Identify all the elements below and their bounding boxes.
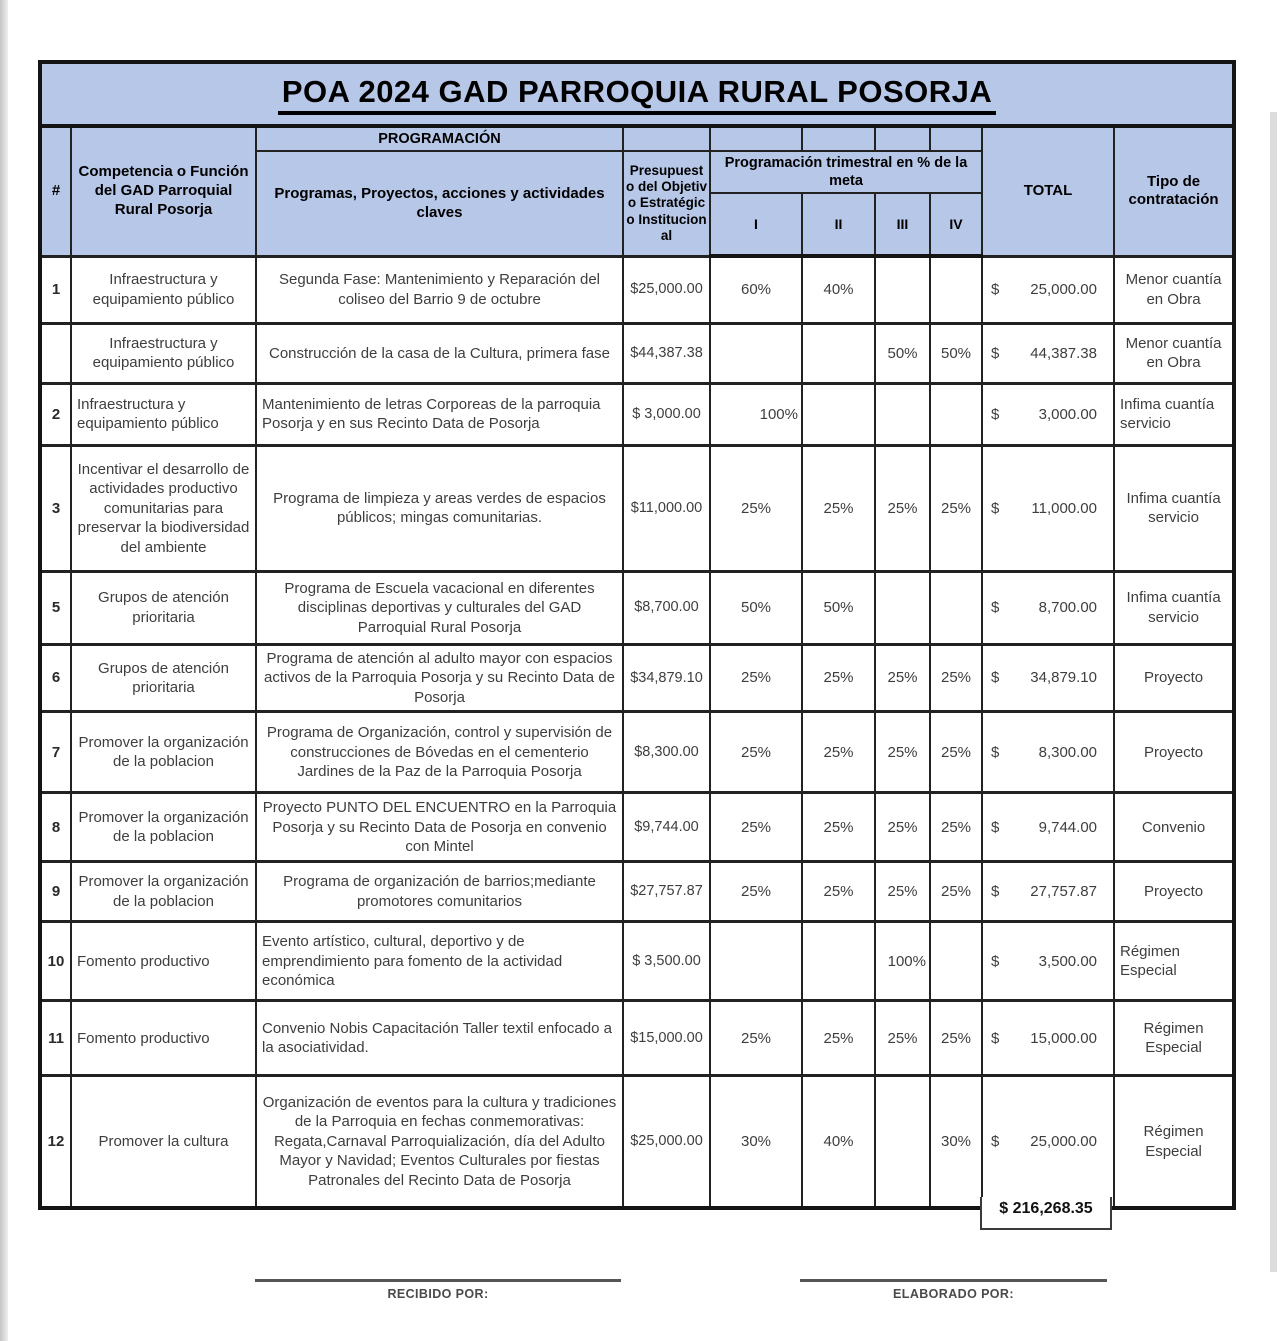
cell-q2: 50% [802, 571, 875, 644]
recibido-signature-line [255, 1279, 621, 1282]
cell-q1: 60% [710, 256, 802, 323]
cell-q1 [710, 922, 802, 1001]
cell-q4: 25% [930, 793, 982, 862]
total-amount: 25,000.00 [1030, 1132, 1097, 1150]
cell-q1 [710, 323, 802, 383]
cell-q4 [930, 571, 982, 644]
cell-tipo: Menor cuantía en Obra [1114, 323, 1234, 383]
col-header-tipo: Tipo de contratación [1114, 126, 1234, 256]
cell-programa: Programa de Organización, control y supervisión de construcciones de Bóvedas en el cementerio Jardines de la Paz de la Parroquia Posorja [256, 712, 623, 793]
table-row [40, 862, 1234, 922]
cell-programa: Programa de organización de barrios;mediante promotores comunitarios [256, 862, 623, 922]
cell-q3: 25% [875, 1001, 930, 1076]
poa-table [38, 60, 1236, 1210]
cell-competencia: Fomento productivo [71, 922, 256, 1001]
cell-programa: Convenio Nobis Capacitación Taller textil enfocado a la asociatividad. [256, 1001, 623, 1076]
elaborado-signature-block [800, 1279, 1107, 1301]
cell-programa: Mantenimiento de letras Corporeas de la parroquia Posorja y en sus Recinto Data de Posorja [256, 383, 623, 445]
cell-competencia: Incentivar el desarrollo de actividades productivo comunitarias para preservar la biodiversidad del ambiente [71, 445, 256, 571]
cell-q1: 100% [710, 383, 802, 445]
col-header-trimestral: Programación trimestral en % de la meta [710, 151, 982, 193]
recibido-signature-block [255, 1279, 621, 1301]
cell-q1: 25% [710, 712, 802, 793]
total-currency: $ [991, 499, 1000, 517]
cell-competencia: Promover la cultura [71, 1076, 256, 1208]
cell-q4: 25% [930, 445, 982, 571]
cell-tipo: Régimen Especial [1114, 1001, 1234, 1076]
cell-programa: Evento artístico, cultural, deportivo y de emprendimiento para fomento de la actividad económica [256, 922, 623, 1001]
cell-competencia: Grupos de atención prioritaria [71, 571, 256, 644]
table-row [40, 793, 1234, 862]
scan-edge-left [0, 0, 8, 1341]
cell-num: 8 [40, 793, 71, 862]
total-currency: $ [991, 1029, 1000, 1047]
cell-q4: 50% [930, 323, 982, 383]
total-amount: 9,744.00 [1038, 818, 1097, 836]
header-spacer-q2 [802, 126, 875, 151]
header-spacer-q4 [930, 126, 982, 151]
cell-num: 12 [40, 1076, 71, 1208]
cell-num: 6 [40, 644, 71, 712]
col-header-competencia: Competencia o Función del GAD Parroquial Rural Posorja [71, 126, 256, 256]
cell-presupuesto: $9,744.00 [623, 793, 710, 862]
table-row [40, 445, 1234, 571]
document-title: POA 2024 GAD PARROQUIA RURAL POSORJA [278, 74, 996, 115]
cell-q2: 25% [802, 1001, 875, 1076]
cell-q3: 25% [875, 644, 930, 712]
total-amount: 3,500.00 [1038, 952, 1097, 970]
cell-q4: 25% [930, 712, 982, 793]
total-amount: 8,700.00 [1038, 599, 1097, 617]
cell-tipo: Régimen Especial [1114, 1076, 1234, 1208]
header-spacer-presupuesto [623, 126, 710, 151]
cell-programa: Programa de Escuela vacacional en diferentes disciplinas deportivas y culturales del GAD Parroquial Rural Posorja [256, 571, 623, 644]
cell-presupuesto: $8,300.00 [623, 712, 710, 793]
grand-total-box: $ 216,268.35 [980, 1197, 1112, 1230]
cell-q4: 25% [930, 862, 982, 922]
cell-programa: Construcción de la casa de la Cultura, primera fase [256, 323, 623, 383]
cell-tipo: Proyecto [1114, 644, 1234, 712]
cell-q4 [930, 922, 982, 1001]
cell-total [982, 644, 1114, 712]
cell-presupuesto: $15,000.00 [623, 1001, 710, 1076]
cell-num: 10 [40, 922, 71, 1001]
cell-q3: 25% [875, 793, 930, 862]
total-currency: $ [991, 599, 1000, 617]
cell-q3 [875, 383, 930, 445]
table-row [40, 571, 1234, 644]
col-header-programacion: PROGRAMACIÓN [256, 126, 623, 151]
total-currency: $ [991, 952, 1000, 970]
recibido-label: RECIBIDO POR: [387, 1287, 489, 1301]
cell-q2 [802, 922, 875, 1001]
cell-q3: 25% [875, 862, 930, 922]
title-row [40, 62, 1234, 126]
table-row [40, 922, 1234, 1001]
total-currency: $ [991, 344, 1000, 362]
table-row [40, 383, 1234, 445]
total-currency: $ [991, 818, 1000, 836]
col-header-quarter-4: IV [930, 193, 982, 256]
cell-total [982, 1001, 1114, 1076]
cell-presupuesto: $34,879.10 [623, 644, 710, 712]
cell-q2 [802, 323, 875, 383]
total-amount: 44,387.38 [1030, 344, 1097, 362]
cell-q1: 25% [710, 862, 802, 922]
col-header-quarter-3: III [875, 193, 930, 256]
cell-num [40, 323, 71, 383]
col-header-presupuesto: Presupuesto del Objetivo Estratégico Institucional [623, 151, 710, 256]
cell-programa: Programa de atención al adulto mayor con espacios activos de la Parroquia Posorja y su Recinto Data de Posorja [256, 644, 623, 712]
table-row [40, 712, 1234, 793]
cell-presupuesto: $27,757.87 [623, 862, 710, 922]
scan-edge-right [1270, 112, 1277, 1272]
cell-q2: 25% [802, 862, 875, 922]
table-row [40, 323, 1234, 383]
cell-tipo: Convenio [1114, 793, 1234, 862]
cell-q3: 100% [875, 922, 930, 1001]
col-header-quarter-1: I [710, 193, 802, 256]
cell-competencia: Promover la organización de la poblacion [71, 862, 256, 922]
cell-competencia: Infraestructura y equipamiento público [71, 383, 256, 445]
cell-tipo: Proyecto [1114, 712, 1234, 793]
cell-presupuesto: $ 3,500.00 [623, 922, 710, 1001]
cell-tipo: Infima cuantía servicio [1114, 383, 1234, 445]
cell-q2: 25% [802, 712, 875, 793]
cell-presupuesto: $25,000.00 [623, 256, 710, 323]
cell-q2: 25% [802, 793, 875, 862]
total-currency: $ [991, 1132, 1000, 1150]
cell-tipo: Proyecto [1114, 862, 1234, 922]
header-row-strip [40, 126, 1234, 151]
cell-presupuesto: $44,387.38 [623, 323, 710, 383]
cell-total [982, 383, 1114, 445]
cell-programa: Proyecto PUNTO DEL ENCUENTRO en la Parroquia Posorja y su Recinto Data de Posorja en convenio con Mintel [256, 793, 623, 862]
cell-total [982, 256, 1114, 323]
total-amount: 27,757.87 [1030, 883, 1097, 901]
table-row [40, 1076, 1234, 1208]
header-spacer-q3 [875, 126, 930, 151]
cell-q3 [875, 1076, 930, 1208]
cell-total [982, 712, 1114, 793]
cell-q1: 25% [710, 644, 802, 712]
cell-q4: 30% [930, 1076, 982, 1208]
table-row [40, 256, 1234, 323]
document-title-cell [40, 62, 1234, 126]
cell-total [982, 862, 1114, 922]
cell-q1: 25% [710, 793, 802, 862]
cell-q1: 25% [710, 445, 802, 571]
cell-num: 7 [40, 712, 71, 793]
cell-tipo: Infima cuantía servicio [1114, 445, 1234, 571]
cell-programa: Programa de limpieza y areas verdes de espacios públicos; mingas comunitarias. [256, 445, 623, 571]
elaborado-signature-line [800, 1279, 1107, 1282]
cell-tipo: Régimen Especial [1114, 922, 1234, 1001]
cell-q1: 30% [710, 1076, 802, 1208]
header-spacer-q1 [710, 126, 802, 151]
cell-q3 [875, 256, 930, 323]
total-currency: $ [991, 743, 1000, 761]
cell-presupuesto: $11,000.00 [623, 445, 710, 571]
cell-programa: Organización de eventos para la cultura y tradiciones de la Parroquia en fechas conmemorativas: Regata,Carnaval Parroquialización, día del Adulto Mayor y Navidad; Eventos Culturales por fiestas Patronales del Recinto Data de Posorja [256, 1076, 623, 1208]
cell-num: 5 [40, 571, 71, 644]
cell-q3: 25% [875, 445, 930, 571]
elaborado-label: ELABORADO POR: [893, 1287, 1014, 1301]
cell-presupuesto: $ 3,000.00 [623, 383, 710, 445]
cell-presupuesto: $25,000.00 [623, 1076, 710, 1208]
cell-competencia: Promover la organización de la poblacion [71, 793, 256, 862]
cell-num: 3 [40, 445, 71, 571]
total-amount: 3,000.00 [1038, 405, 1097, 423]
cell-total [982, 571, 1114, 644]
table-row [40, 644, 1234, 712]
total-currency: $ [991, 405, 1000, 423]
cell-total [982, 1076, 1114, 1208]
cell-total [982, 793, 1114, 862]
table-row [40, 1001, 1234, 1076]
total-amount: 11,000.00 [1031, 499, 1097, 517]
cell-programa: Segunda Fase: Mantenimiento y Reparación del coliseo del Barrio 9 de octubre [256, 256, 623, 323]
total-currency: $ [991, 281, 1000, 299]
cell-q2 [802, 383, 875, 445]
cell-presupuesto: $8,700.00 [623, 571, 710, 644]
cell-competencia: Infraestructura y equipamiento público [71, 323, 256, 383]
total-amount: 25,000.00 [1030, 281, 1097, 299]
total-currency: $ [991, 883, 1000, 901]
cell-num: 1 [40, 256, 71, 323]
total-amount: 15,000.00 [1030, 1029, 1097, 1047]
cell-q3: 50% [875, 323, 930, 383]
total-currency: $ [991, 669, 1000, 687]
col-header-quarter-2: II [802, 193, 875, 256]
cell-num: 2 [40, 383, 71, 445]
cell-competencia: Infraestructura y equipamiento público [71, 256, 256, 323]
cell-num: 11 [40, 1001, 71, 1076]
cell-q4: 25% [930, 644, 982, 712]
cell-q4: 25% [930, 1001, 982, 1076]
cell-total [982, 445, 1114, 571]
cell-competencia: Fomento productivo [71, 1001, 256, 1076]
cell-q3 [875, 571, 930, 644]
cell-q2: 25% [802, 445, 875, 571]
cell-q1: 50% [710, 571, 802, 644]
cell-q3: 25% [875, 712, 930, 793]
cell-competencia: Promover la organización de la poblacion [71, 712, 256, 793]
cell-competencia: Grupos de atención prioritaria [71, 644, 256, 712]
cell-q4 [930, 383, 982, 445]
cell-total [982, 922, 1114, 1001]
cell-q2: 40% [802, 256, 875, 323]
cell-q4 [930, 256, 982, 323]
col-header-num: # [40, 126, 71, 256]
total-amount: 34,879.10 [1030, 669, 1097, 687]
cell-total [982, 323, 1114, 383]
total-amount: 8,300.00 [1038, 743, 1097, 761]
cell-q1: 25% [710, 1001, 802, 1076]
cell-tipo: Infima cuantía servicio [1114, 571, 1234, 644]
cell-tipo: Menor cuantía en Obra [1114, 256, 1234, 323]
cell-q2: 25% [802, 644, 875, 712]
cell-num: 9 [40, 862, 71, 922]
col-header-programas: Programas, Proyectos, acciones y actividades claves [256, 151, 623, 256]
col-header-total: TOTAL [982, 126, 1114, 256]
cell-q2: 40% [802, 1076, 875, 1208]
